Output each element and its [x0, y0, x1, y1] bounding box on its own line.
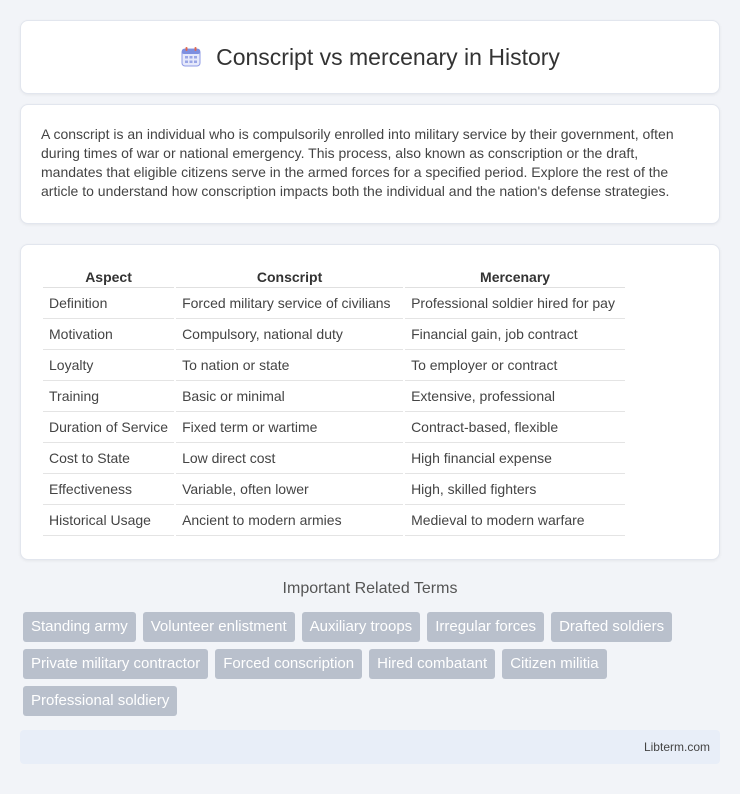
- table-cell: Cost to State: [43, 443, 174, 474]
- table-cell: Motivation: [43, 319, 174, 350]
- table-cell: To nation or state: [176, 350, 403, 381]
- table-cell: Medieval to modern warfare: [405, 505, 625, 536]
- related-term-tag[interactable]: Auxiliary troops: [302, 612, 421, 642]
- table-cell: Ancient to modern armies: [176, 505, 403, 536]
- table-cell: Training: [43, 381, 174, 412]
- related-term-tag[interactable]: Citizen militia: [502, 649, 606, 679]
- table-cell: Effectiveness: [43, 474, 174, 505]
- table-row: [43, 350, 625, 381]
- table-cell: High financial expense: [405, 443, 625, 474]
- table-row: [43, 319, 625, 350]
- table-cell: Professional soldier hired for pay: [405, 288, 625, 319]
- table-cell: Historical Usage: [43, 505, 174, 536]
- related-term-tag[interactable]: Drafted soldiers: [551, 612, 672, 642]
- related-terms-list: [23, 612, 723, 723]
- table-header-mercenary: Mercenary: [405, 265, 625, 288]
- table-cell: Financial gain, job contract: [405, 319, 625, 350]
- page-title: Conscript vs mercenary in History: [216, 43, 560, 70]
- table-cell: High, skilled fighters: [405, 474, 625, 505]
- table-cell: Extensive, professional: [405, 381, 625, 412]
- related-term-tag[interactable]: Hired combatant: [369, 649, 495, 679]
- table-row: [43, 443, 625, 474]
- table-cell: Loyalty: [43, 350, 174, 381]
- table-row: [43, 505, 625, 536]
- table-cell: Compulsory, national duty: [176, 319, 403, 350]
- intro-text: A conscript is an individual who is compulsorily enrolled into military service by their government, often during times of war or national emergency. This process, also known as conscription or the draft, mandates that eligible citizens serve in the armed forces for a specified period. Explore the rest of the article to understand how conscription impacts both the individual and the nation's defense strategies.: [41, 126, 674, 199]
- table-row: [43, 288, 625, 319]
- comparison-table: [41, 265, 627, 536]
- related-term-tag[interactable]: Forced conscription: [215, 649, 362, 679]
- table-header-conscript: Conscript: [176, 265, 403, 288]
- related-term-tag[interactable]: Irregular forces: [427, 612, 544, 642]
- table-header-row: [43, 265, 625, 288]
- related-term-tag[interactable]: Standing army: [23, 612, 136, 642]
- calendar-icon: [180, 46, 202, 68]
- table-cell: Duration of Service: [43, 412, 174, 443]
- table-cell: Contract-based, flexible: [405, 412, 625, 443]
- table-row: [43, 412, 625, 443]
- related-terms-title: Important Related Terms: [282, 580, 458, 597]
- related-term-tag[interactable]: Professional soldiery: [23, 686, 177, 716]
- table-row: [43, 381, 625, 412]
- table-cell: To employer or contract: [405, 350, 625, 381]
- footer-site-link[interactable]: Libterm.com: [643, 740, 710, 754]
- related-term-tag[interactable]: Private military contractor: [23, 649, 208, 679]
- table-cell: Fixed term or wartime: [176, 412, 403, 443]
- table-cell: Definition: [43, 288, 174, 319]
- footer: [20, 730, 720, 764]
- table-cell: Basic or minimal: [176, 381, 403, 412]
- header-card: [20, 20, 720, 94]
- table-cell: Forced military service of civilians: [176, 288, 403, 319]
- table-cell: Low direct cost: [176, 443, 403, 474]
- table-cell: Variable, often lower: [176, 474, 403, 505]
- table-header-aspect: Aspect: [43, 265, 174, 288]
- related-term-tag[interactable]: Volunteer enlistment: [143, 612, 295, 642]
- intro-card: [20, 104, 720, 224]
- table-row: [43, 474, 625, 505]
- comparison-table-card: [20, 244, 720, 560]
